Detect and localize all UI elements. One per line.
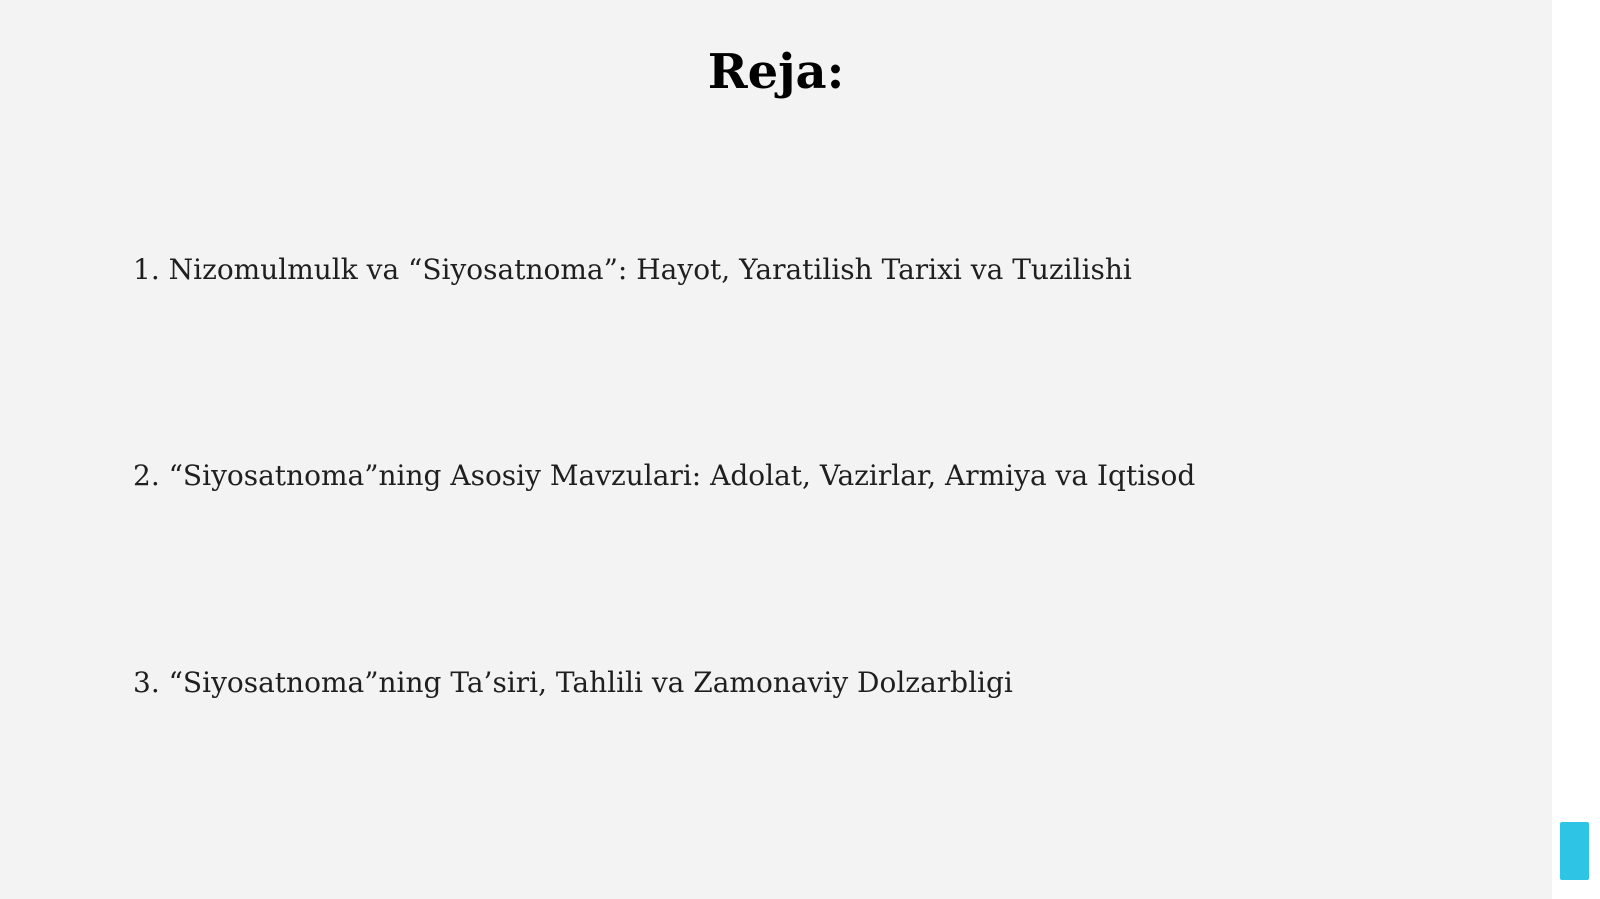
plan-item-3: 3. “Siyosatnoma”ning Ta’siri, Tahlili va Zamonaviy Dolzarbligi — [133, 666, 1013, 699]
plan-item-2: 2. “Siyosatnoma”ning Asosiy Mavzulari: Adolat, Vazirlar, Armiya va Iqtisod — [133, 459, 1196, 492]
scrollbar-track[interactable] — [1552, 0, 1600, 899]
scrollbar-thumb[interactable] — [1560, 822, 1589, 880]
slide-title: Reja: — [707, 44, 845, 100]
plan-item-1: 1. Nizomulmulk va “Siyosatnoma”: Hayot, Yaratilish Tarixi va Tuzilishi — [133, 253, 1132, 286]
